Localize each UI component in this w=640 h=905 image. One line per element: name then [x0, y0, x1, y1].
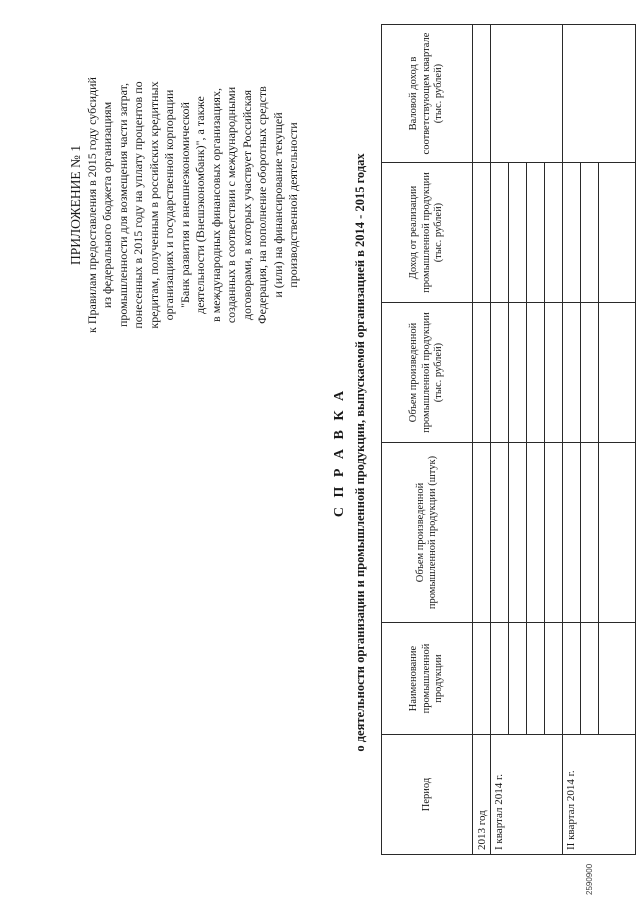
document-code: 2590900 — [585, 863, 594, 895]
table-cell — [491, 163, 509, 303]
table-cell — [545, 443, 563, 623]
table-cell — [581, 303, 599, 443]
table-row — [473, 25, 491, 855]
table-cell — [473, 303, 491, 443]
table-cell — [527, 303, 545, 443]
appendix-line: к Правилам предоставления в 2015 году субсидий — [84, 77, 99, 333]
appendix-line: в международных финансовых организациях, — [208, 88, 223, 322]
row-period: I квартал 2014 г. — [491, 735, 563, 855]
table-cell — [473, 25, 491, 163]
table-cell — [599, 163, 636, 303]
appendix-line: понесенных в 2015 году на уплату процентов по — [131, 81, 145, 329]
table-cell — [563, 303, 581, 443]
appendix-title: ПРИЛОЖЕНИЕ № 1 — [68, 144, 83, 266]
table-header-row — [382, 25, 473, 855]
table-row — [491, 25, 509, 855]
table-row — [563, 25, 581, 855]
table-cell — [545, 623, 563, 735]
header-product-name: Наименование промышленной продукции — [382, 623, 473, 735]
table-cell — [509, 443, 527, 623]
appendix-line: и (или) на финансирование текущей — [270, 112, 285, 298]
table-cell — [527, 163, 545, 303]
table-cell — [599, 623, 636, 735]
table-cell — [491, 25, 563, 163]
table-cell — [527, 623, 545, 735]
header-gross-income: Валовой доход в соответствующем квартале (тыс. рублей) — [382, 25, 473, 163]
table-cell — [491, 623, 509, 735]
table-cell — [563, 163, 581, 303]
appendix-block — [68, 40, 302, 370]
table-cell — [473, 623, 491, 735]
table-cell — [581, 623, 599, 735]
table-cell — [581, 443, 599, 623]
table-cell — [599, 443, 636, 623]
row-period: II квартал 2014 г. — [563, 735, 636, 855]
table-cell — [491, 303, 509, 443]
table-cell — [473, 443, 491, 623]
document-title: С П Р А В К А — [332, 387, 347, 518]
table-cell — [599, 303, 636, 443]
header-sales-income: Доход от реализации промышленной продукции (тыс. рублей) — [382, 163, 473, 303]
table-cell — [563, 443, 581, 623]
appendix-line: договорами, в которых участвует Российская — [239, 89, 254, 321]
appendix-line: Федерация, на пополнение оборотных средств — [255, 86, 269, 324]
table-cell — [563, 25, 636, 163]
table-cell — [509, 163, 527, 303]
appendix-line: созданных в соответствии с международными — [224, 86, 238, 324]
header-volume-units: Объем произведенной промышленной продукции (штук) — [382, 443, 473, 623]
report-table — [381, 24, 636, 855]
table-cell — [509, 303, 527, 443]
appendix-line: из федерального бюджета организациям — [100, 101, 114, 309]
table-cell — [563, 623, 581, 735]
document-subtitle: о деятельности организации и промышленной продукции, выпускаемой организацией в 2014 - 2015 годах — [353, 153, 367, 752]
appendix-line: кредитам, полученным в российских кредитных — [146, 81, 161, 329]
header-period: Период — [382, 735, 473, 855]
table-cell — [581, 163, 599, 303]
table-cell — [527, 443, 545, 623]
header-volume-rubles: Объем произведенной промышленной продукции (тыс. рублей) — [382, 303, 473, 443]
appendix-line: производственной деятельности — [286, 122, 300, 288]
table-cell — [545, 163, 563, 303]
appendix-line: организациях и государственной корпорации — [162, 89, 176, 321]
table-cell — [509, 623, 527, 735]
appendix-line: промышленности для возмещения части затрат, — [115, 83, 130, 328]
table-cell — [545, 303, 563, 443]
table-cell — [473, 163, 491, 303]
appendix-line: деятельности (Внешэкономбанк)", а также — [193, 96, 207, 314]
row-period: 2013 год — [473, 735, 491, 855]
table-cell — [491, 443, 509, 623]
appendix-line: "Банк развития и внешнеэкономической — [177, 102, 192, 308]
